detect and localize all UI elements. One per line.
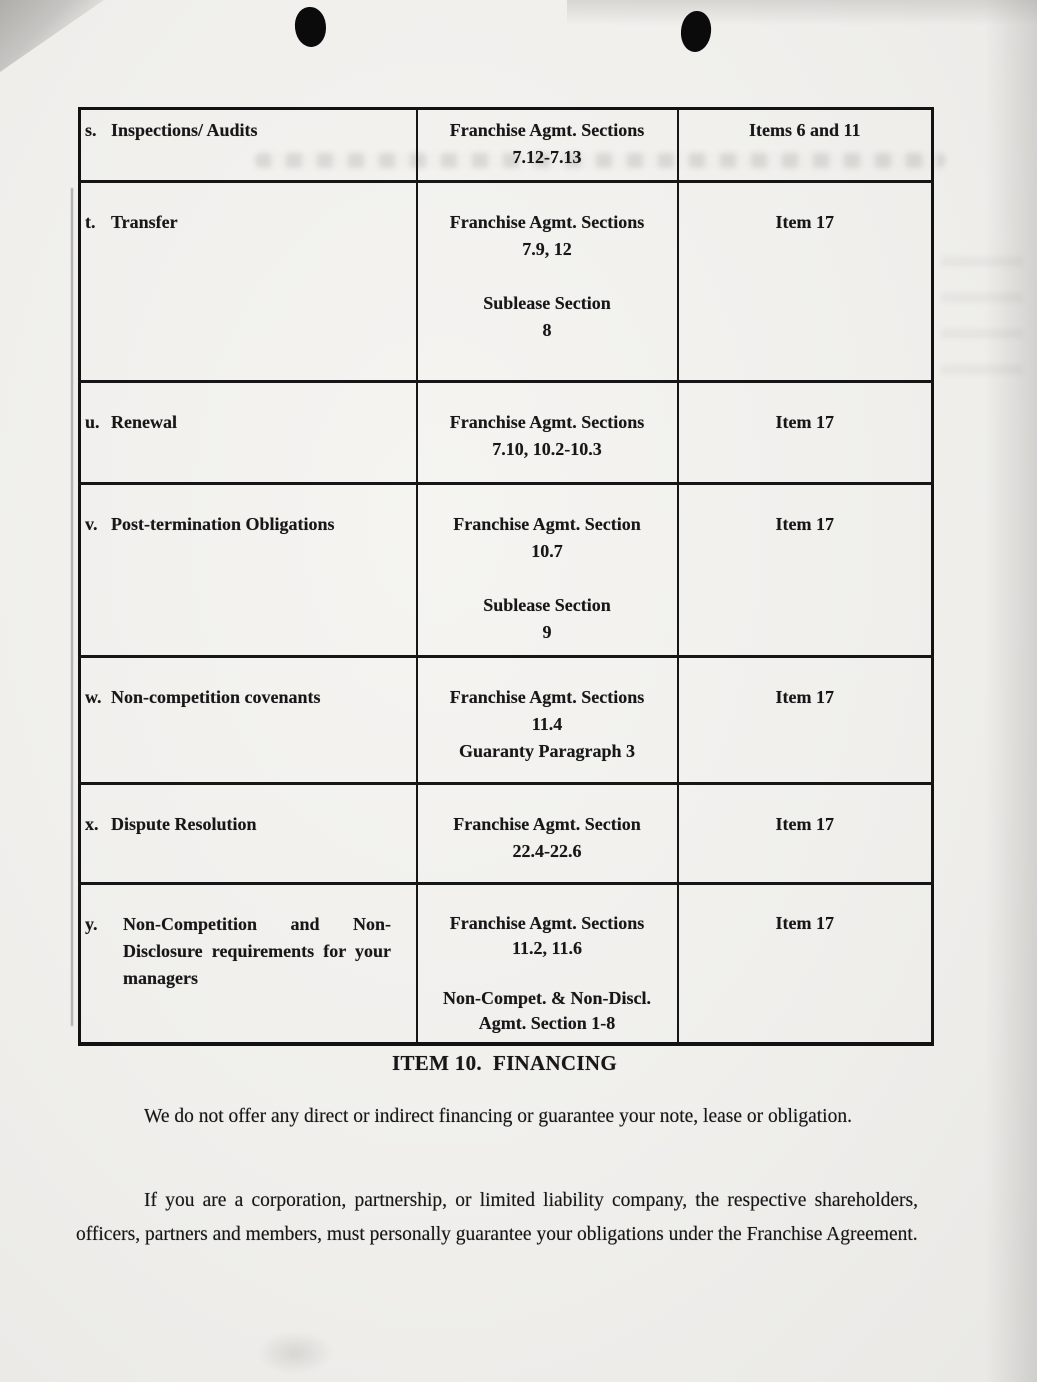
section-line: 7.10, 10.2-10.3 (492, 439, 602, 459)
agreement-section-cell (417, 109, 678, 182)
table-row (80, 484, 933, 657)
row-letter: x. (85, 814, 99, 834)
section-line (422, 565, 673, 592)
agreement-section-cell (417, 657, 678, 784)
table-row (80, 382, 933, 484)
row-letter: v. (85, 514, 98, 534)
obligations-reference-table (78, 107, 934, 1046)
section-line: Guaranty Paragraph 3 (458, 741, 635, 761)
section-line: 7.9, 12 (522, 239, 572, 259)
obligation-cell (80, 784, 417, 884)
row-letter: t. (85, 212, 96, 232)
table-row (80, 657, 933, 784)
table-row (80, 109, 933, 182)
agreement-section-cell (417, 382, 678, 484)
disclosure-item: Item 17 (775, 687, 834, 707)
obligation-label: Non-competition covenants (111, 687, 321, 707)
obligation-cell (80, 884, 417, 1045)
row-letter: s. (85, 120, 97, 140)
hole-punch-left (293, 5, 329, 48)
section-line: Franchise Agmt. Section (453, 514, 641, 534)
disclosure-item: Item 17 (775, 212, 834, 232)
disclosure-item-cell (678, 182, 933, 382)
obligation-cell (80, 657, 417, 784)
item-10-heading (78, 1051, 931, 1076)
table-row (80, 884, 933, 1045)
disclosure-item-cell (678, 484, 933, 657)
scan-edge-shadow-right (985, 0, 1037, 1382)
disclosure-item: Item 17 (775, 814, 834, 834)
row-letter: y. (85, 914, 98, 934)
agreement-section-cell (417, 484, 678, 657)
section-line (422, 263, 673, 290)
row-letter: w. (85, 687, 102, 707)
obligation-cell (80, 182, 417, 382)
bleed-through-margin-smudge (941, 252, 1023, 374)
section-line: Franchise Agmt. Section (453, 814, 641, 834)
disclosure-item-cell (678, 382, 933, 484)
disclosure-item: Item 17 (775, 412, 834, 432)
financing-paragraph: We do not offer any direct or indirect financing or guarantee your note, lease or obligation. (144, 1106, 852, 1127)
section-line: Franchise Agmt. Sections (449, 212, 645, 232)
guarantee-paragraph: If you are a corporation, partnership, or limited liability company, the respective shareholders, officers, partners and members, must personally guarantee your obligations under the Franchise Agreement. (76, 1190, 918, 1245)
agreement-section-cell (417, 784, 678, 884)
disclosure-item-cell (678, 657, 933, 784)
disclosure-item-cell (678, 884, 933, 1045)
table-row (80, 784, 933, 884)
section-line: Franchise Agmt. Sections (449, 913, 645, 933)
obligation-label: Post-termination Obligations (111, 514, 335, 534)
scanner-bed-corner (0, 0, 104, 72)
bottom-smudge (243, 1324, 347, 1382)
disclosure-item: Items 6 and 11 (748, 120, 861, 140)
obligation-cell (80, 484, 417, 657)
section-line: 7.12-7.13 (512, 147, 582, 167)
scan-edge-shadow-top (567, 0, 1037, 26)
agreement-section-cell (417, 182, 678, 382)
row-letter: u. (85, 412, 100, 432)
section-line: Agmt. Section 1-8 (478, 1013, 616, 1033)
section-line (422, 961, 673, 986)
section-line: Non-Compet. & Non-Discl. (443, 988, 651, 1008)
disclosure-item-cell (678, 784, 933, 884)
section-line: 22.4-22.6 (512, 841, 582, 861)
scan-double-border-artifact (71, 188, 73, 1026)
heading-number: ITEM 10. (392, 1051, 482, 1075)
disclosure-item: Item 17 (775, 913, 834, 933)
obligation-label: Inspections/ Audits (111, 120, 258, 140)
disclosure-item: Item 17 (775, 514, 834, 534)
agreement-section-cell (417, 884, 678, 1045)
section-line: Sublease Section (483, 595, 611, 615)
obligation-cell (80, 109, 417, 182)
section-line: 11.4 (531, 714, 563, 734)
section-line: 11.2, 11.6 (511, 938, 582, 958)
section-line: 9 (542, 622, 552, 642)
obligation-label: Transfer (111, 212, 178, 232)
section-line: Franchise Agmt. Sections (449, 120, 645, 140)
section-line: Franchise Agmt. Sections (449, 687, 645, 707)
obligation-label: Renewal (111, 412, 177, 432)
section-line: 10.7 (531, 541, 563, 561)
obligation-label: Dispute Resolution (111, 814, 257, 834)
disclosure-item-cell (678, 109, 933, 182)
table-row (80, 182, 933, 382)
obligation-cell (80, 382, 417, 484)
heading-title: FINANCING (492, 1051, 617, 1075)
section-line: Sublease Section (483, 293, 611, 313)
section-line: Franchise Agmt. Sections (449, 412, 645, 432)
section-line: 8 (542, 320, 552, 340)
obligation-label: Non-Competition and Non-Disclosure requirements for your managers (123, 914, 391, 988)
